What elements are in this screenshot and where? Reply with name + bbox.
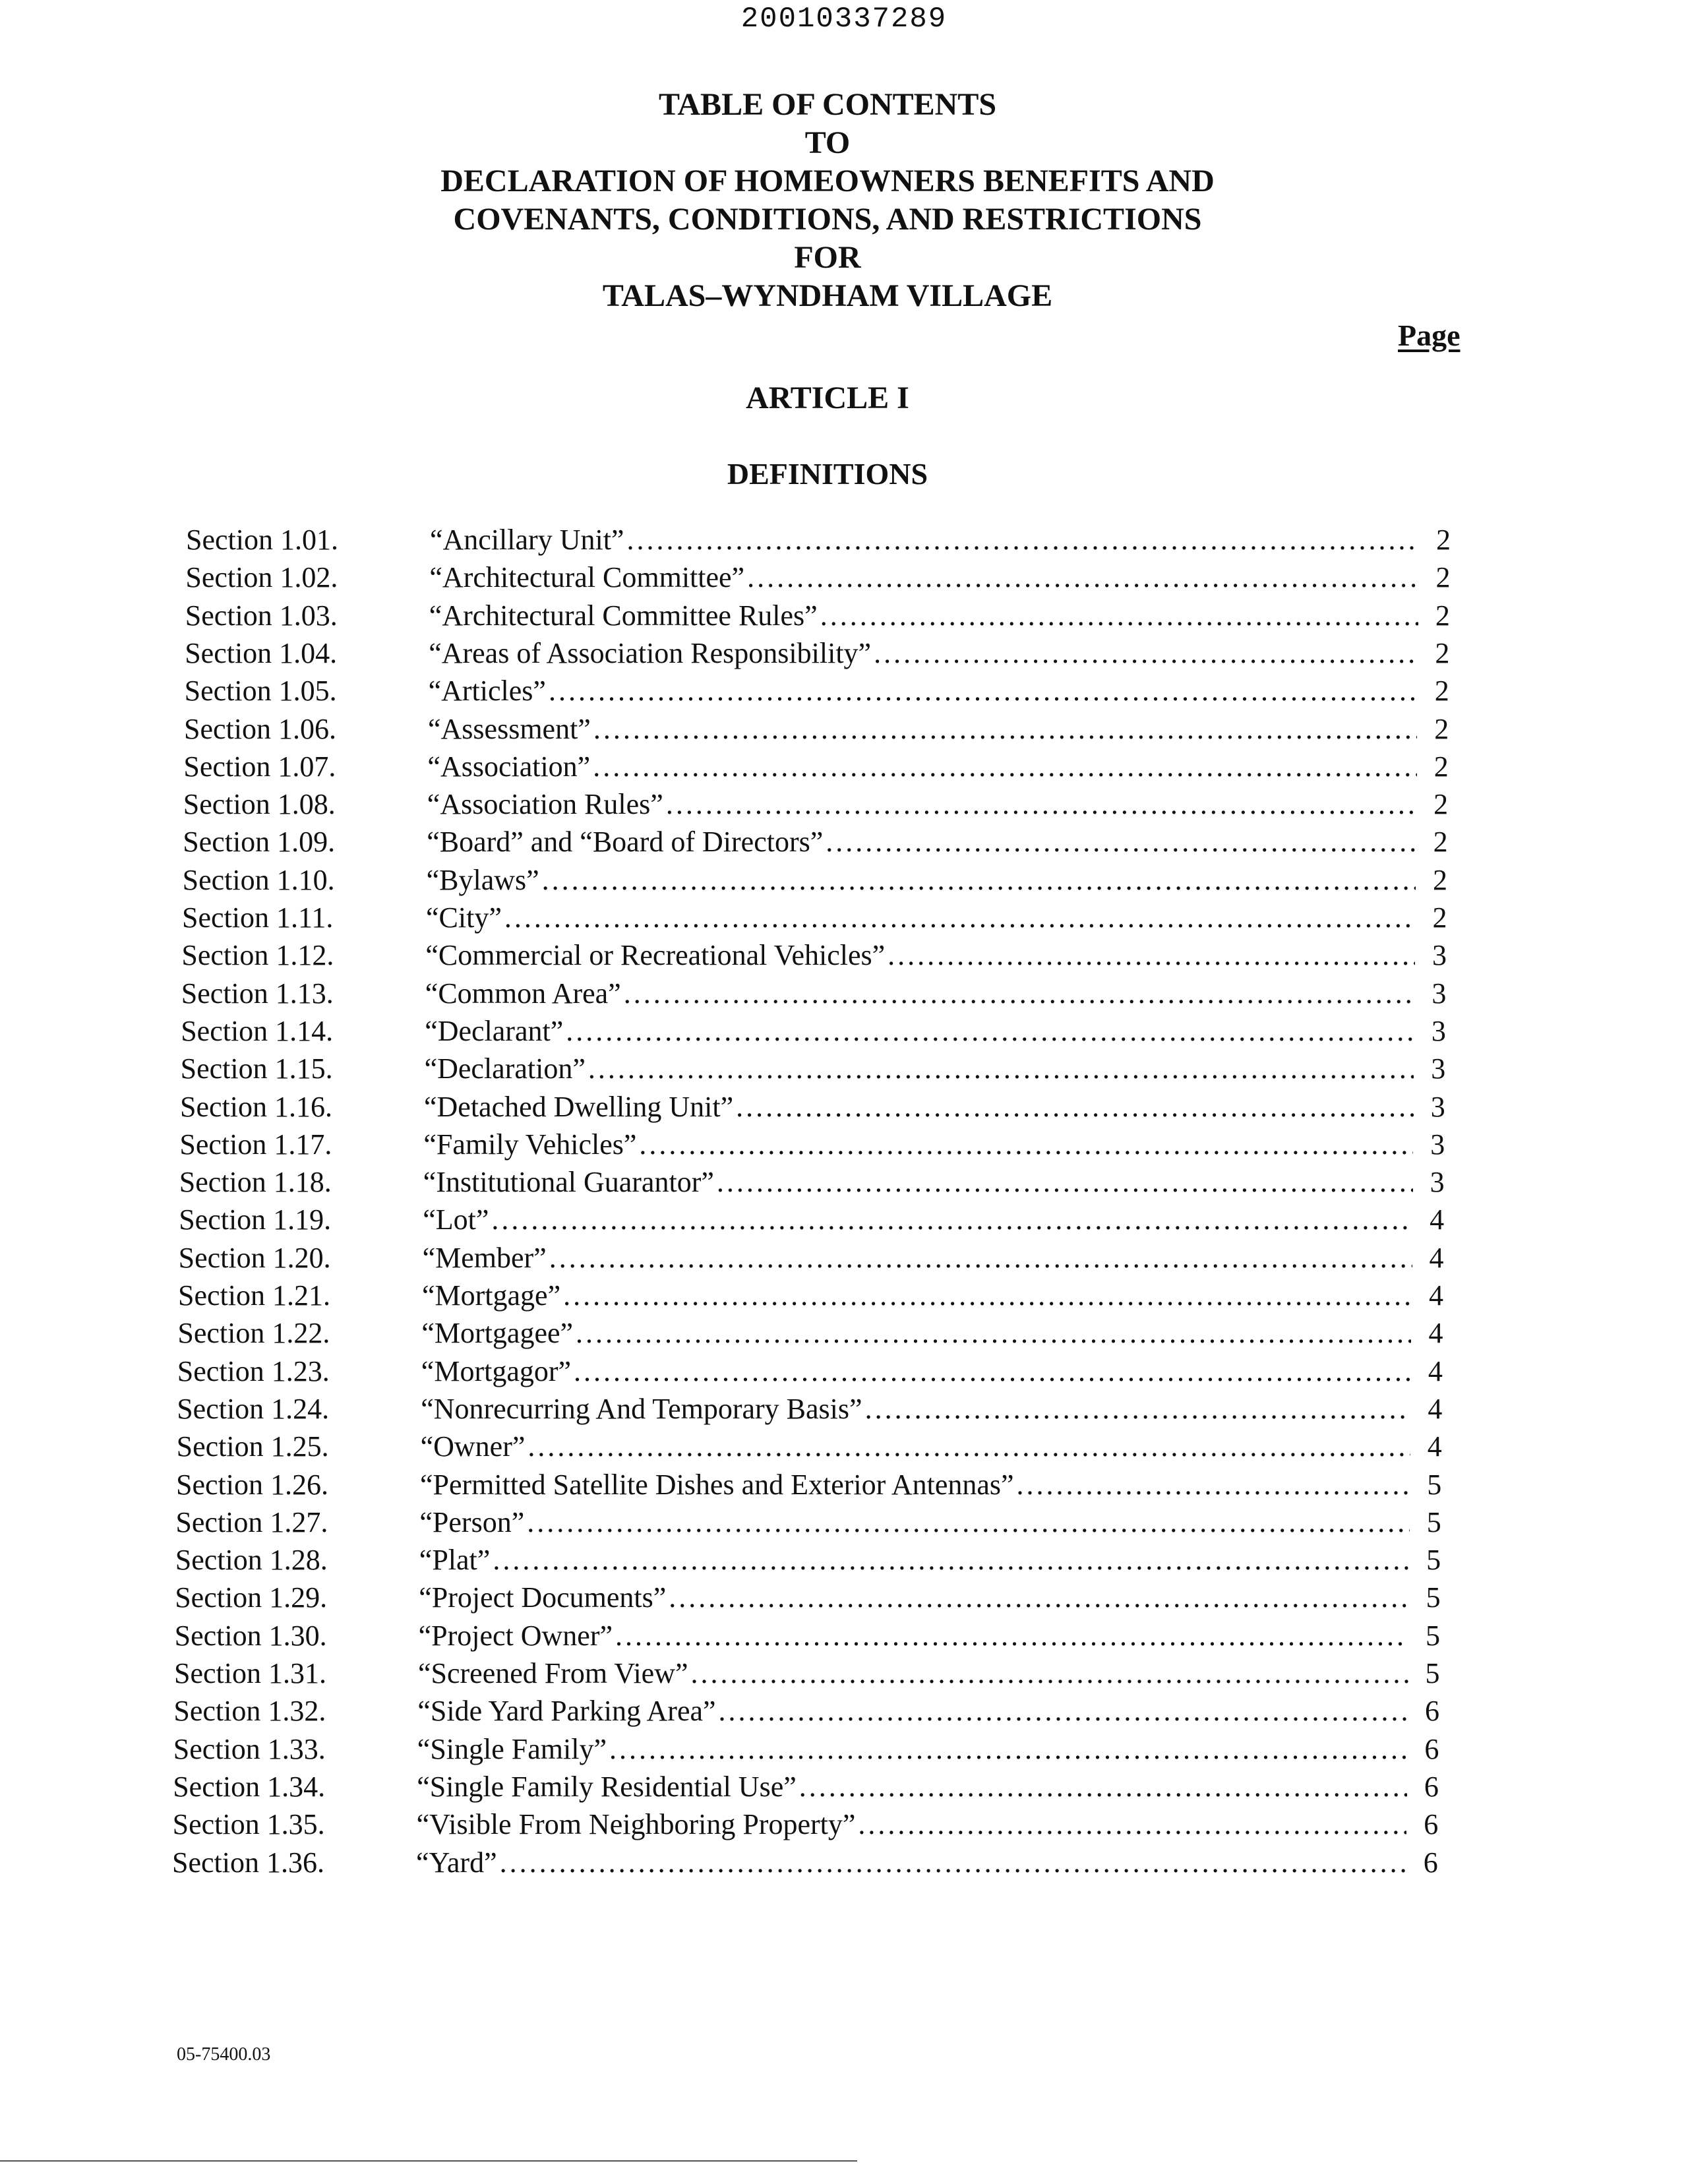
toc-row	[181, 936, 1447, 975]
section-title: “City”	[426, 901, 502, 934]
dot-leader	[888, 936, 1415, 975]
section-number: Section 1.01.	[186, 524, 338, 556]
toc-row	[172, 1844, 1438, 1882]
page-number: 3	[1431, 1052, 1446, 1085]
section-title: “Areas of Association Responsibility”	[429, 636, 872, 669]
section-entry	[427, 748, 1416, 786]
page-number: 5	[1426, 1544, 1441, 1577]
page-number: 4	[1428, 1354, 1443, 1387]
toc-row	[186, 521, 1451, 559]
section-entry	[425, 936, 1415, 975]
page-number: 2	[1435, 599, 1450, 632]
section-title: “Association Rules”	[427, 788, 663, 821]
section-number: Section 1.16.	[180, 1090, 332, 1123]
toc-row	[185, 559, 1450, 597]
dot-leader	[626, 521, 1419, 559]
section-number: Section 1.06.	[184, 712, 336, 745]
section-entry	[425, 1012, 1414, 1050]
toc-row	[181, 975, 1447, 1013]
section-entry	[429, 672, 1418, 710]
toc-row	[181, 1050, 1446, 1088]
toc-row	[179, 1239, 1444, 1277]
dot-leader	[615, 1617, 1408, 1655]
section-entry	[417, 1730, 1408, 1769]
section-number: Section 1.32.	[173, 1695, 326, 1728]
page-number: 5	[1425, 1657, 1440, 1689]
section-number: Section 1.24.	[177, 1392, 330, 1425]
section-entry	[423, 1201, 1412, 1239]
page-number: 2	[1433, 826, 1448, 859]
section-number: Section 1.20.	[178, 1241, 331, 1274]
page-number: 3	[1430, 1090, 1445, 1123]
page-number: 2	[1433, 788, 1449, 821]
section-entry	[427, 823, 1416, 861]
title-line: COVENANTS, CONDITIONS, AND RESTRICTIONS	[453, 202, 1202, 237]
section-number: Section 1.35.	[172, 1808, 325, 1841]
dot-leader	[563, 1277, 1412, 1315]
dot-leader	[669, 1579, 1408, 1617]
toc-row	[185, 672, 1449, 710]
page-number: 3	[1432, 977, 1447, 1010]
toc-row	[177, 1390, 1442, 1428]
page-number: 3	[1431, 1014, 1446, 1047]
section-number: Section 1.02.	[185, 561, 338, 594]
page-number: 5	[1426, 1505, 1441, 1538]
section-title: “Lot”	[423, 1203, 489, 1236]
section-title: “Single Family”	[417, 1732, 607, 1765]
section-entry	[419, 1617, 1408, 1655]
section-entry	[427, 785, 1416, 824]
toc-row	[181, 1012, 1446, 1050]
page-number: 2	[1433, 750, 1449, 783]
section-title: “Assessment”	[428, 712, 591, 745]
toc-row	[173, 1805, 1439, 1844]
footer-code: 05-75400.03	[177, 2044, 271, 2065]
section-number: Section 1.04.	[185, 636, 338, 669]
section-title: “Declaration”	[424, 1052, 586, 1085]
section-title: “Architectural Committee”	[429, 561, 745, 594]
section-title: “Association”	[427, 750, 591, 783]
section-title: “Member”	[422, 1241, 547, 1274]
toc-row	[185, 634, 1449, 673]
page-number: 3	[1432, 939, 1447, 972]
section-entry	[425, 1050, 1414, 1088]
section-number: Section 1.08.	[183, 788, 336, 821]
section-number: Section 1.18.	[179, 1166, 332, 1199]
section-entry	[419, 1579, 1408, 1617]
toc-row	[173, 1692, 1439, 1730]
section-number: Section 1.12.	[181, 939, 334, 972]
section-entry	[423, 1126, 1413, 1164]
section-title: “Owner”	[420, 1430, 526, 1463]
dot-leader	[593, 710, 1417, 748]
section-entry	[424, 1088, 1414, 1126]
section-number: Section 1.07.	[183, 750, 336, 783]
section-entry	[417, 1768, 1407, 1806]
section-entry	[422, 1277, 1412, 1315]
dot-leader	[826, 823, 1416, 861]
section-entry	[430, 521, 1419, 559]
section-number: Section 1.29.	[175, 1581, 328, 1614]
article-heading: ARTICLE I	[746, 380, 909, 415]
page-number: 2	[1432, 901, 1447, 934]
section-number: Section 1.14.	[181, 1014, 334, 1047]
page-number: 4	[1428, 1392, 1443, 1425]
section-number: Section 1.36.	[172, 1846, 324, 1879]
section-entry	[421, 1428, 1410, 1466]
page-number: 4	[1429, 1241, 1444, 1274]
toc-row	[177, 1352, 1443, 1391]
section-number: Section 1.05.	[184, 675, 337, 708]
page-number: 2	[1434, 675, 1449, 708]
page-number: 2	[1435, 561, 1451, 594]
section-title: “Mortgage”	[422, 1279, 561, 1312]
dot-leader	[500, 1844, 1406, 1882]
title-line: TO	[804, 125, 851, 160]
section-title: “Architectural Committee Rules”	[429, 599, 818, 632]
dot-leader	[666, 785, 1416, 824]
toc-row	[177, 1428, 1442, 1466]
section-entry	[419, 1541, 1409, 1579]
section-entry	[416, 1844, 1406, 1882]
section-entry	[421, 1352, 1411, 1391]
title-line: FOR	[794, 240, 861, 275]
dot-leader	[624, 975, 1415, 1013]
section-title: “Single Family Residential Use”	[417, 1770, 797, 1803]
section-title: “Articles”	[428, 675, 546, 708]
toc-row	[175, 1617, 1440, 1655]
section-title: “Plat”	[419, 1544, 491, 1577]
toc-row	[173, 1730, 1439, 1769]
dot-leader	[542, 861, 1416, 899]
page-number: 6	[1424, 1732, 1439, 1765]
section-number: Section 1.30.	[174, 1619, 327, 1652]
toc-row	[183, 823, 1447, 861]
toc-row	[179, 1201, 1444, 1239]
section-number: Section 1.31.	[174, 1657, 326, 1689]
section-entry	[419, 1503, 1409, 1542]
section-entry	[421, 1314, 1411, 1352]
dot-leader	[874, 634, 1418, 673]
page-number: 6	[1424, 1695, 1439, 1728]
section-entry	[420, 1466, 1410, 1504]
section-number: Section 1.33.	[173, 1732, 326, 1765]
section-entry	[423, 1163, 1413, 1201]
section-title: “Declarant”	[425, 1014, 564, 1047]
section-number: Section 1.15.	[180, 1052, 333, 1085]
toc-row	[175, 1503, 1441, 1542]
section-entry	[429, 634, 1418, 673]
section-number: Section 1.21.	[178, 1279, 330, 1312]
section-number: Section 1.23.	[177, 1354, 330, 1387]
toc-row	[183, 785, 1448, 824]
dot-leader	[736, 1088, 1414, 1126]
section-title: “Mortgagee”	[421, 1317, 574, 1350]
dot-leader	[574, 1352, 1411, 1391]
section-number: Section 1.28.	[175, 1544, 328, 1577]
page-number: 6	[1424, 1770, 1439, 1803]
section-number: Section 1.25.	[176, 1430, 329, 1463]
section-number: Section 1.13.	[181, 977, 334, 1010]
section-title: “Permitted Satellite Dishes and Exterior Antennas”	[420, 1468, 1014, 1501]
toc-row	[177, 1314, 1443, 1352]
section-title: “Project Owner”	[418, 1619, 613, 1652]
page-number: 6	[1423, 1846, 1438, 1879]
page-number: 2	[1433, 863, 1448, 896]
section-title: “Visible From Neighboring Property”	[416, 1808, 856, 1841]
page-number: 4	[1428, 1317, 1443, 1350]
section-title: “Person”	[419, 1505, 525, 1538]
section-entry	[428, 710, 1417, 748]
toc-row	[185, 597, 1450, 635]
section-number: Section 1.26.	[176, 1468, 328, 1501]
page-number: 3	[1430, 1166, 1445, 1199]
article-subheading: DEFINITIONS	[727, 457, 928, 491]
section-number: Section 1.22.	[177, 1317, 330, 1350]
toc-row	[180, 1088, 1445, 1126]
section-title: “Common Area”	[425, 977, 621, 1010]
toc-row	[179, 1163, 1445, 1201]
dot-leader	[588, 1050, 1414, 1088]
page-number: 5	[1426, 1581, 1441, 1614]
section-title: “Detached Dwelling Unit”	[424, 1090, 734, 1123]
page-number: 5	[1427, 1468, 1442, 1501]
section-entry	[421, 1390, 1410, 1428]
dot-leader	[865, 1390, 1411, 1428]
dot-leader	[820, 597, 1418, 635]
dot-leader	[858, 1805, 1406, 1844]
toc-row	[183, 861, 1447, 899]
page-number: 2	[1434, 712, 1449, 745]
section-title: “Bylaws”	[426, 863, 539, 896]
section-entry	[429, 597, 1418, 635]
dot-leader	[527, 1503, 1409, 1542]
section-entry	[427, 861, 1416, 899]
section-title: “Screened From View”	[418, 1657, 688, 1689]
toc-row	[174, 1654, 1440, 1693]
section-number: Section 1.17.	[179, 1128, 332, 1161]
page-number: 2	[1436, 524, 1451, 556]
page-number: 6	[1424, 1808, 1439, 1841]
page-number: 5	[1426, 1619, 1441, 1652]
page-number: 2	[1435, 636, 1450, 669]
document-title	[264, 86, 1391, 315]
section-number: Section 1.27.	[175, 1505, 328, 1538]
dot-leader	[717, 1163, 1413, 1201]
dot-leader	[566, 1012, 1414, 1050]
section-title: “Side Yard Parking Area”	[417, 1695, 716, 1728]
dot-leader	[528, 1428, 1410, 1466]
dot-leader	[593, 748, 1416, 786]
section-entry	[418, 1654, 1408, 1693]
section-entry	[429, 559, 1418, 597]
page-number: 4	[1427, 1430, 1442, 1463]
dot-leader	[1017, 1466, 1410, 1504]
toc-row	[183, 748, 1448, 786]
dot-leader	[747, 559, 1418, 597]
section-title: “Board” and “Board of Directors”	[427, 826, 824, 859]
section-entry	[426, 899, 1416, 937]
dot-leader	[691, 1654, 1408, 1693]
dot-leader	[609, 1730, 1407, 1769]
section-title: “Project Documents”	[419, 1581, 667, 1614]
section-number: Section 1.10.	[182, 863, 335, 896]
dot-leader	[549, 1239, 1412, 1277]
toc-row	[182, 899, 1447, 937]
section-number: Section 1.09.	[183, 826, 336, 859]
dot-leader	[491, 1201, 1412, 1239]
section-entry	[425, 975, 1415, 1013]
page-column-label: Page	[1398, 318, 1461, 352]
section-entry	[417, 1805, 1407, 1844]
section-title: “Yard”	[416, 1846, 497, 1879]
toc-row	[173, 1768, 1439, 1806]
title-line: DECLARATION OF HOMEOWNERS BENEFITS AND	[440, 164, 1215, 198]
section-entry	[423, 1239, 1412, 1277]
page-number: 4	[1430, 1203, 1445, 1236]
document-number: 20010337289	[740, 3, 948, 36]
title-line: TABLE OF CONTENTS	[658, 87, 997, 122]
section-title: “Mortgagor”	[421, 1354, 572, 1387]
section-title: “Institutional Guarantor”	[423, 1166, 714, 1199]
page-number: 4	[1429, 1279, 1443, 1312]
page-number: 3	[1430, 1128, 1445, 1161]
section-number: Section 1.34.	[173, 1770, 326, 1803]
dot-leader	[799, 1768, 1407, 1806]
dot-leader	[549, 672, 1418, 710]
toc-row	[176, 1466, 1441, 1504]
dot-leader	[639, 1126, 1413, 1164]
section-title: “Family Vehicles”	[423, 1128, 637, 1161]
dot-leader	[504, 899, 1416, 937]
toc-row	[179, 1126, 1445, 1164]
toc-row	[184, 710, 1449, 748]
section-number: Section 1.03.	[185, 599, 338, 632]
toc-row	[178, 1277, 1443, 1315]
bottom-rule	[0, 2160, 857, 2162]
title-line: TALAS–WYNDHAM VILLAGE	[602, 278, 1053, 313]
toc-row	[175, 1541, 1441, 1579]
section-title: “Commercial or Recreational Vehicles”	[425, 939, 886, 972]
dot-leader	[719, 1692, 1408, 1730]
section-number: Section 1.11.	[182, 901, 334, 934]
section-entry	[417, 1692, 1408, 1730]
dot-leader	[493, 1541, 1409, 1579]
section-title: “Nonrecurring And Temporary Basis”	[421, 1392, 862, 1425]
section-title: “Ancillary Unit”	[430, 524, 624, 556]
section-number: Section 1.19.	[179, 1203, 332, 1236]
toc-row	[175, 1579, 1440, 1617]
dot-leader	[576, 1314, 1411, 1352]
